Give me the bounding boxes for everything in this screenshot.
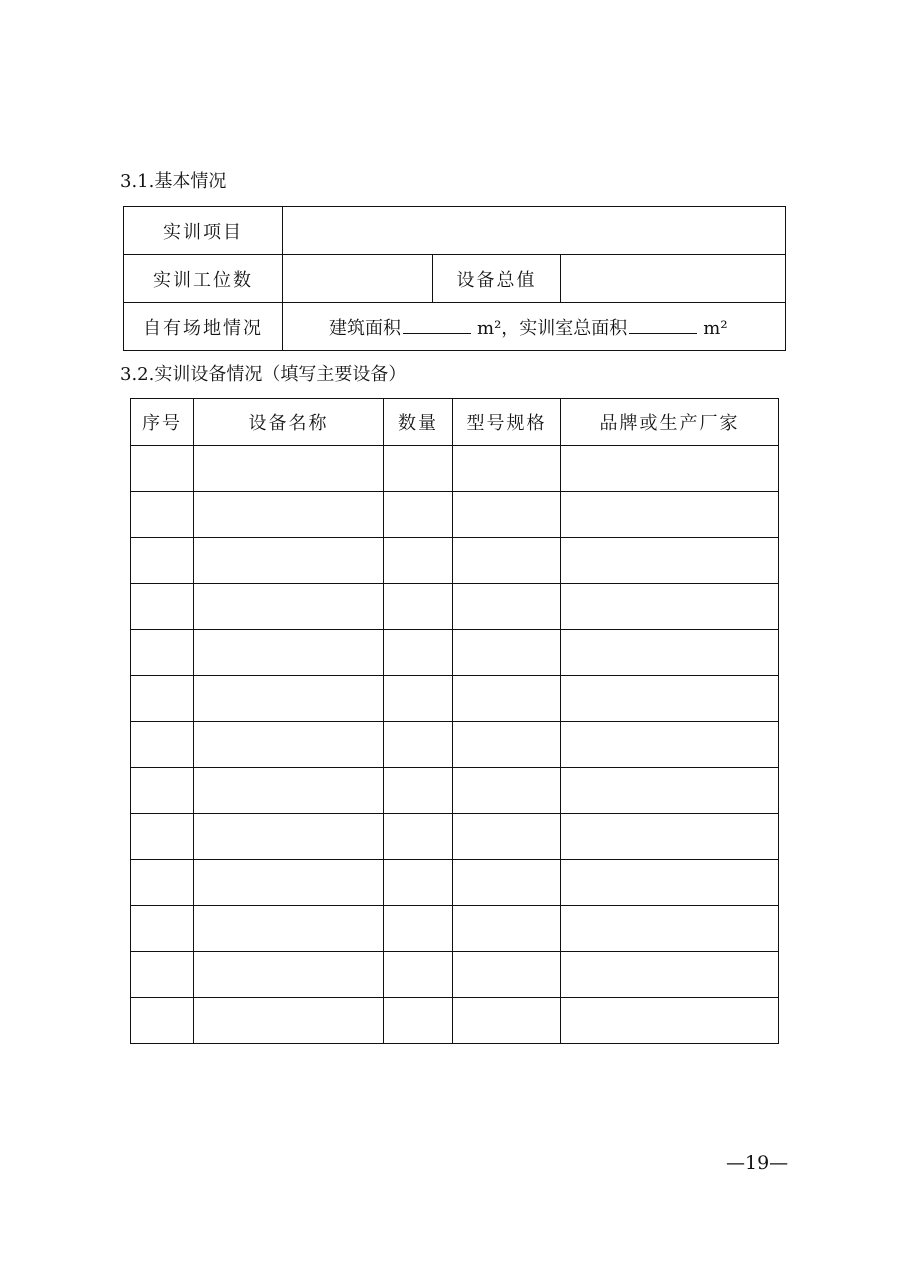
serial-cell[interactable] — [131, 492, 194, 538]
quantity-cell[interactable] — [384, 492, 453, 538]
serial-cell[interactable] — [131, 676, 194, 722]
serial-cell[interactable] — [131, 814, 194, 860]
equipment-name-cell[interactable] — [194, 768, 384, 814]
area-unit-2: m² — [703, 317, 728, 339]
model-spec-cell[interactable] — [453, 722, 561, 768]
area-unit-1: m²， — [477, 317, 520, 339]
quantity-cell[interactable] — [384, 538, 453, 584]
equipment-name-cell[interactable] — [194, 446, 384, 492]
building-area-label: 建筑面积 — [329, 317, 401, 339]
serial-cell[interactable] — [131, 722, 194, 768]
column-header-brand-manufacturer: 品牌或生产厂家 — [561, 399, 779, 446]
training-project-label: 实训项目 — [124, 207, 283, 255]
brand-manufacturer-cell[interactable] — [561, 538, 779, 584]
serial-cell[interactable] — [131, 860, 194, 906]
quantity-cell[interactable] — [384, 906, 453, 952]
brand-manufacturer-cell[interactable] — [561, 906, 779, 952]
equipment-total-value-label: 设备总值 — [433, 255, 561, 303]
equipment-name-cell[interactable] — [194, 630, 384, 676]
table-row — [124, 255, 786, 303]
column-header-quantity: 数量 — [384, 399, 453, 446]
column-header-equipment-name: 设备名称 — [194, 399, 384, 446]
brand-manufacturer-cell[interactable] — [561, 630, 779, 676]
column-header-model-spec: 型号规格 — [453, 399, 561, 446]
quantity-cell[interactable] — [384, 768, 453, 814]
serial-cell[interactable] — [131, 768, 194, 814]
table-row — [131, 492, 779, 538]
table-row — [131, 998, 779, 1044]
serial-cell[interactable] — [131, 952, 194, 998]
equipment-name-cell[interactable] — [194, 998, 384, 1044]
model-spec-cell[interactable] — [453, 814, 561, 860]
table-row — [131, 722, 779, 768]
model-spec-cell[interactable] — [453, 630, 561, 676]
brand-manufacturer-cell[interactable] — [561, 722, 779, 768]
quantity-cell[interactable] — [384, 952, 453, 998]
serial-cell[interactable] — [131, 538, 194, 584]
table-row — [131, 584, 779, 630]
workstation-count-field[interactable] — [283, 255, 433, 303]
model-spec-cell[interactable] — [453, 952, 561, 998]
equipment-name-cell[interactable] — [194, 492, 384, 538]
model-spec-cell[interactable] — [453, 584, 561, 630]
basic-info-table — [123, 206, 786, 351]
section-3-2-heading: 3.2.实训设备情况（填写主要设备） — [120, 364, 407, 385]
quantity-cell[interactable] — [384, 446, 453, 492]
workstation-count-label: 实训工位数 — [124, 255, 283, 303]
quantity-cell[interactable] — [384, 722, 453, 768]
column-header-serial: 序号 — [131, 399, 194, 446]
table-row — [124, 303, 786, 351]
table-row — [131, 814, 779, 860]
equipment-name-cell[interactable] — [194, 860, 384, 906]
model-spec-cell[interactable] — [453, 538, 561, 584]
area-cell — [283, 303, 786, 351]
table-row — [131, 446, 779, 492]
serial-cell[interactable] — [131, 630, 194, 676]
model-spec-cell[interactable] — [453, 768, 561, 814]
quantity-cell[interactable] — [384, 860, 453, 906]
table-row — [124, 207, 786, 255]
table-header-row — [131, 399, 779, 446]
equipment-table-body — [131, 446, 779, 1044]
table-row — [131, 906, 779, 952]
brand-manufacturer-cell[interactable] — [561, 952, 779, 998]
brand-manufacturer-cell[interactable] — [561, 492, 779, 538]
model-spec-cell[interactable] — [453, 676, 561, 722]
model-spec-cell[interactable] — [453, 860, 561, 906]
equipment-table — [130, 398, 779, 1044]
table-row — [131, 952, 779, 998]
brand-manufacturer-cell[interactable] — [561, 814, 779, 860]
quantity-cell[interactable] — [384, 676, 453, 722]
equipment-name-cell[interactable] — [194, 584, 384, 630]
quantity-cell[interactable] — [384, 814, 453, 860]
serial-cell[interactable] — [131, 998, 194, 1044]
page-number: —19— — [726, 1152, 789, 1174]
equipment-name-cell[interactable] — [194, 538, 384, 584]
table-row — [131, 860, 779, 906]
model-spec-cell[interactable] — [453, 492, 561, 538]
equipment-name-cell[interactable] — [194, 814, 384, 860]
table-row — [131, 538, 779, 584]
model-spec-cell[interactable] — [453, 998, 561, 1044]
brand-manufacturer-cell[interactable] — [561, 584, 779, 630]
table-row — [131, 630, 779, 676]
quantity-cell[interactable] — [384, 630, 453, 676]
equipment-name-cell[interactable] — [194, 906, 384, 952]
serial-cell[interactable] — [131, 906, 194, 952]
brand-manufacturer-cell[interactable] — [561, 860, 779, 906]
training-room-area-label: 实训室总面积 — [519, 317, 628, 339]
equipment-total-value-field[interactable] — [561, 255, 786, 303]
serial-cell[interactable] — [131, 446, 194, 492]
owned-site-label: 自有场地情况 — [124, 303, 283, 351]
brand-manufacturer-cell[interactable] — [561, 676, 779, 722]
equipment-name-cell[interactable] — [194, 676, 384, 722]
table-row — [131, 676, 779, 722]
model-spec-cell[interactable] — [453, 906, 561, 952]
quantity-cell[interactable] — [384, 584, 453, 630]
model-spec-cell[interactable] — [453, 446, 561, 492]
building-area-field[interactable] — [403, 315, 471, 334]
equipment-name-cell[interactable] — [194, 952, 384, 998]
quantity-cell[interactable] — [384, 998, 453, 1044]
brand-manufacturer-cell[interactable] — [561, 998, 779, 1044]
training-room-area-field[interactable] — [629, 315, 697, 334]
equipment-name-cell[interactable] — [194, 722, 384, 768]
serial-cell[interactable] — [131, 584, 194, 630]
brand-manufacturer-cell[interactable] — [561, 768, 779, 814]
table-row — [131, 768, 779, 814]
brand-manufacturer-cell[interactable] — [561, 446, 779, 492]
section-3-1-heading: 3.1.基本情况 — [120, 171, 227, 192]
training-project-field[interactable] — [283, 207, 786, 255]
